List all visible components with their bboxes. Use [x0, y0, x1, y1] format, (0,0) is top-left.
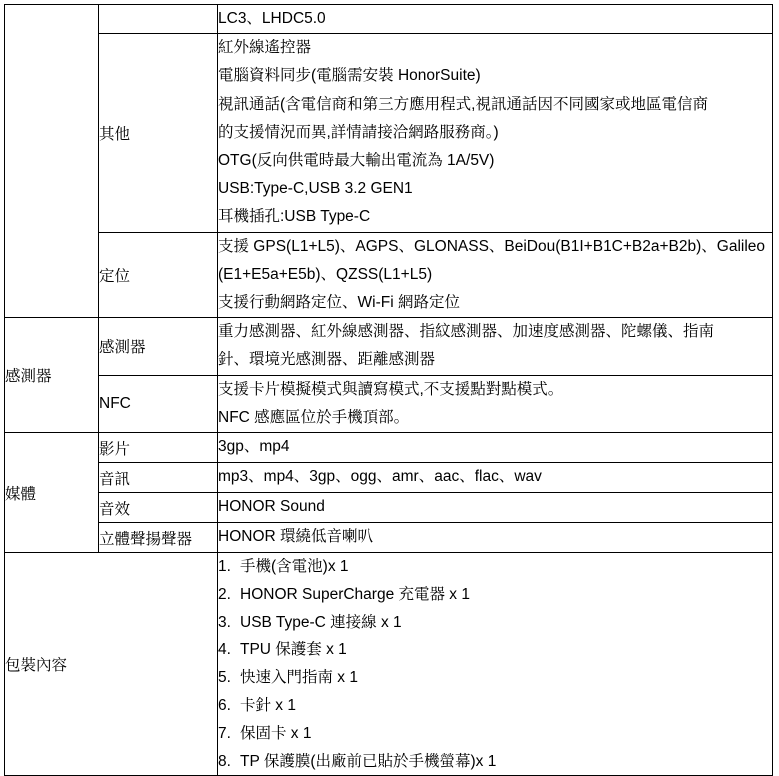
cell-value-sound-effect: [218, 493, 773, 523]
cell-category-sensors: [5, 318, 99, 433]
cell-subcategory-empty: [99, 5, 218, 34]
table-row: [5, 34, 773, 232]
spec-line: 視訊通話(含電信商和第三方應用程式,視訊通話因不同國家或地區電信商: [218, 95, 708, 113]
package-item: [218, 609, 772, 637]
spec-table: [4, 4, 773, 776]
package-item-number: 1.: [218, 558, 231, 576]
spec-line: mp3、mp4、3gp、ogg、amr、aac、flac、wav: [218, 468, 542, 486]
spec-line: USB:Type-C,USB 3.2 GEN1: [218, 180, 413, 198]
table-row: [5, 523, 773, 553]
table-row: [5, 433, 773, 463]
cell-value-sensor: [218, 318, 773, 375]
subcategory-label: 音訊: [99, 470, 131, 488]
package-item-number: 4.: [218, 641, 231, 659]
package-item: [218, 581, 772, 609]
package-item-text: 卡針 x 1: [240, 697, 296, 715]
cell-category-package: [5, 553, 218, 776]
package-item-text: TP 保護膜(出廠前已貼於手機螢幕)x 1: [240, 752, 497, 770]
spec-line: 電腦資料同步(電腦需安裝 HonorSuite): [218, 67, 481, 85]
cell-subcategory-video: [99, 433, 218, 463]
cell-category-media: [5, 433, 99, 553]
cell-value-nfc: [218, 375, 773, 432]
package-item-text: HONOR SuperCharge 充電器 x 1: [240, 585, 470, 603]
spec-line: LC3、LHDC5.0: [218, 10, 326, 27]
cell-subcategory-location: [99, 232, 218, 318]
category-label: 媒體: [5, 485, 37, 503]
spec-line: 紅外線遙控器: [218, 39, 312, 57]
subcategory-label: 定位: [99, 267, 131, 285]
cell-category-empty: [5, 5, 99, 318]
table-row: [5, 318, 773, 375]
package-item-number: 5.: [218, 669, 231, 687]
cell-value-location: [218, 232, 773, 318]
table-row: [5, 463, 773, 493]
package-item-number: 8.: [218, 752, 231, 770]
spec-line: (E1+E5a+E5b)、QZSS(L1+L5): [218, 265, 433, 283]
cell-subcategory-speaker: [99, 523, 218, 553]
cell-subcategory-audio: [99, 463, 218, 493]
subcategory-label: 其他: [99, 125, 131, 143]
table-row: [5, 375, 773, 432]
package-item: [218, 720, 772, 748]
table-row: [5, 553, 773, 776]
cell-value-other: [218, 34, 773, 232]
table-row: [5, 493, 773, 523]
package-list: [218, 553, 772, 775]
subcategory-label: 音效: [99, 500, 131, 518]
category-label: 包裝內容: [5, 657, 68, 675]
cell-subcategory-sensor: [99, 318, 218, 375]
category-label: 感測器: [5, 368, 52, 386]
cell-value-speaker: [218, 523, 773, 553]
cell-value-package: [218, 553, 773, 776]
package-item: [218, 636, 772, 664]
package-item-number: 7.: [218, 724, 231, 742]
package-item: [218, 692, 772, 720]
package-item-number: 6.: [218, 697, 231, 715]
table-row: [5, 232, 773, 318]
cell-subcategory-other: [99, 34, 218, 232]
package-item-text: 保固卡 x 1: [240, 724, 312, 742]
package-item-text: 快速入門指南 x 1: [240, 669, 358, 687]
package-item: [218, 553, 772, 581]
subcategory-label: NFC: [99, 394, 131, 412]
package-item-number: 3.: [218, 613, 231, 631]
spec-line: 3gp、mp4: [218, 438, 290, 456]
subcategory-label: 影片: [99, 440, 131, 458]
spec-line: 針、環境光感測器、距離感測器: [218, 351, 436, 369]
cell-subcategory-nfc: [99, 375, 218, 432]
package-item-number: 2.: [218, 585, 231, 603]
spec-line: 支援行動網路定位、Wi-Fi 網路定位: [218, 294, 460, 312]
package-item: [218, 748, 772, 776]
spec-line: NFC 感應區位於手機頂部。: [218, 408, 410, 426]
package-item-text: TPU 保護套 x 1: [240, 641, 347, 659]
package-item: [218, 664, 772, 692]
subcategory-label: 立體聲揚聲器: [99, 530, 193, 548]
spec-line: 的支援情況而異,詳情請接洽網路服務商。): [218, 123, 499, 141]
spec-line: HONOR 環繞低音喇叭: [218, 528, 374, 546]
spec-line: HONOR Sound: [218, 498, 325, 516]
spec-line: OTG(反向供電時最大輸出電流為 1A/5V): [218, 152, 495, 170]
subcategory-label: 感測器: [99, 339, 146, 357]
cell-value-video: [218, 433, 773, 463]
cell-value-codec: [218, 5, 773, 34]
spec-line: 重力感測器、紅外線感測器、指紋感測器、加速度感測器、陀螺儀、指南: [218, 323, 715, 341]
table-row: [5, 5, 773, 34]
package-item-text: 手機(含電池)x 1: [240, 558, 349, 576]
spec-line: 支援卡片模擬模式與讀寫模式,不支援點對點模式。: [218, 380, 564, 398]
spec-line: 耳機插孔:USB Type-C: [218, 208, 371, 226]
cell-value-audio: [218, 463, 773, 493]
package-item-text: USB Type-C 連接線 x 1: [240, 613, 402, 631]
spec-line: 支援 GPS(L1+L5)、AGPS、GLONASS、BeiDou(B1I+B1C+B2a+B2b)、Galileo: [218, 237, 766, 255]
cell-subcategory-sound-effect: [99, 493, 218, 523]
